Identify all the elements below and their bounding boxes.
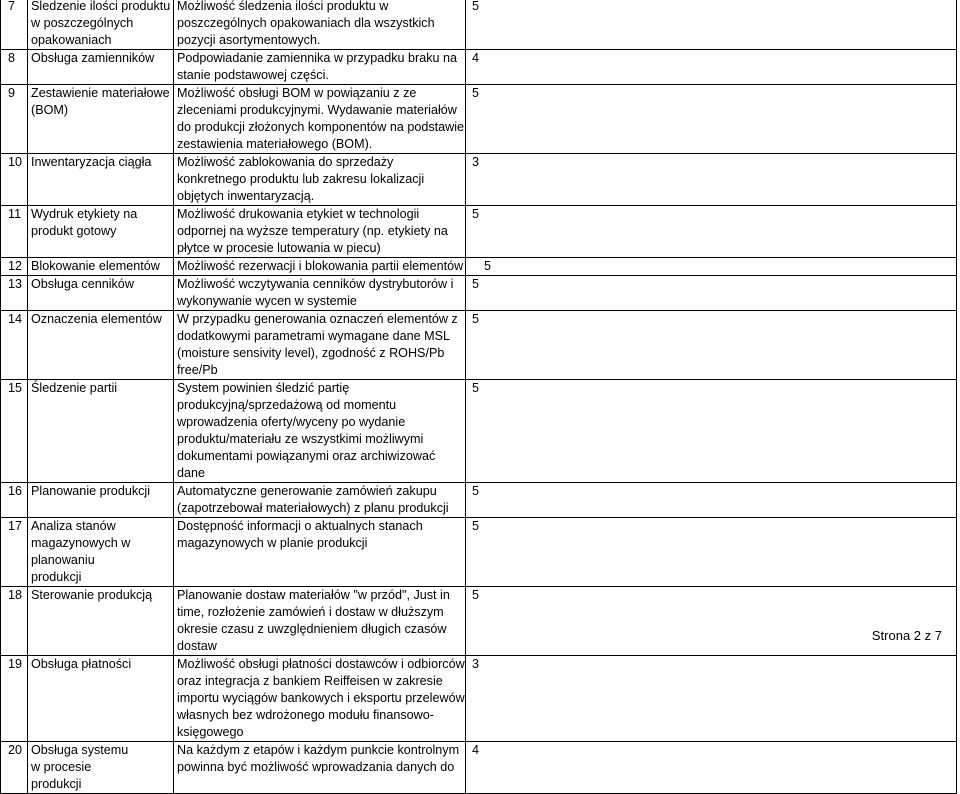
requirement-description: Możliwość drukowania etykiet w technologii odpornej na wyższe temperatury (np. etykiety na płytce w procesie lutowania w piecu) <box>174 206 466 258</box>
requirement-score: 5 <box>466 518 957 587</box>
requirement-name: Obsługa zamienników <box>28 50 174 85</box>
requirement-score: 5 <box>466 483 957 518</box>
table-row <box>1 154 957 206</box>
requirement-name: Obsługa płatności <box>28 656 174 742</box>
requirement-score: 5 <box>466 206 957 258</box>
requirement-score: 3 <box>466 154 957 206</box>
requirement-name: Śledzenie ilości produktu w poszczególnych opakowaniach <box>28 0 174 50</box>
requirement-score: 5 <box>466 0 957 50</box>
row-number: 19 <box>1 656 28 742</box>
requirement-description: Możliwość śledzenia ilości produktu w poszczególnych opakowaniach dla wszystkich pozycji asortymentowych. <box>174 0 466 50</box>
row-number: 7 <box>1 0 28 50</box>
table-row <box>1 483 957 518</box>
row-number: 12 <box>1 258 28 276</box>
requirement-score: 5 <box>466 276 957 311</box>
requirement-name: Planowanie produkcji <box>28 483 174 518</box>
requirement-description: Automatyczne generowanie zamówień zakupu (zapotrzebował materiałowych) z planu produkcji <box>174 483 466 518</box>
requirement-description: Planowanie dostaw materiałów "w przód", Just in time, rozłożenie zamówień i dostaw w dłuższym okresie czasu z uwzględnieniem długich czasów dostaw <box>174 587 466 656</box>
table-row <box>1 50 957 85</box>
row-number: 11 <box>1 206 28 258</box>
requirement-description: Możliwość rezerwacji i blokowania partii elementów <box>174 258 466 276</box>
requirement-score: 5 <box>466 85 957 154</box>
table-row <box>1 518 957 587</box>
requirement-name: Oznaczenia elementów <box>28 311 174 380</box>
requirement-score: 4 <box>466 50 957 85</box>
requirement-name: Wydruk etykiety na produkt gotowy <box>28 206 174 258</box>
requirement-score: 3 <box>466 656 957 742</box>
requirement-score: 5 <box>466 311 957 380</box>
table-row <box>1 742 957 794</box>
requirement-score: 5 <box>466 587 957 656</box>
row-number: 16 <box>1 483 28 518</box>
page-number: Strona 2 z 7 <box>871 628 942 643</box>
table-row <box>1 0 957 50</box>
requirement-description: Dostępność informacji o aktualnych stanach magazynowych w planie produkcji <box>174 518 466 587</box>
table-row <box>1 206 957 258</box>
requirement-description: Możliwość wczytywania cenników dystrybutorów i wykonywanie wycen w systemie <box>174 276 466 311</box>
requirement-description: W przypadku generowania oznaczeń elementów z dodatkowymi parametrami wymagane dane MSL (moisture sensivity level), zgodność z ROHS/Pb free/Pb <box>174 311 466 380</box>
row-number: 10 <box>1 154 28 206</box>
requirement-description: Możliwość obsługi płatności dostawców i odbiorców oraz integracja z bankiem Reiffeisen w zakresie importu wyciągów bankowych i eksportu przelewów własnych bez wdrożonego modułu finansowo-księgowego <box>174 656 466 742</box>
requirement-description: Możliwość zablokowania do sprzedaży konkretnego produktu lub zakresu lokalizacji objętych inwentaryzacją. <box>174 154 466 206</box>
table-row <box>1 85 957 154</box>
requirement-description: Podpowiadanie zamiennika w przypadku braku na stanie podstawowej części. <box>174 50 466 85</box>
requirement-name: Obsługa cenników <box>28 276 174 311</box>
table-row <box>1 656 957 742</box>
row-number: 8 <box>1 50 28 85</box>
requirement-name: Sterowanie produkcją <box>28 587 174 656</box>
requirement-name: Zestawienie materiałowe (BOM) <box>28 85 174 154</box>
row-number: 14 <box>1 311 28 380</box>
requirement-score: 5 <box>466 380 957 483</box>
row-number: 17 <box>1 518 28 587</box>
requirement-description: Możliwość obsługi BOM w powiązaniu z ze zleceniami produkcyjnymi. Wydawanie materiałów do produkcji złożonych komponentów na podstawie zestawienia materiałowego (BOM). <box>174 85 466 154</box>
row-number: 15 <box>1 380 28 483</box>
table-row <box>1 258 957 276</box>
requirement-score: 5 <box>466 258 957 276</box>
requirement-name: Śledzenie partii <box>28 380 174 483</box>
requirement-name: Analiza stanów magazynowych w planowaniu produkcji <box>28 518 174 587</box>
requirement-description: System powinien śledzić partię produkcyjną/sprzedażową od momentu wprowadzenia oferty/wyceny po wydanie produktu/materiału ze wszystkimi możliwymi dokumentami powiązanymi oraz archiwizować dane <box>174 380 466 483</box>
table-row <box>1 587 957 656</box>
row-number: 20 <box>1 742 28 794</box>
row-number: 13 <box>1 276 28 311</box>
requirement-score: 4 <box>466 742 957 794</box>
requirement-name: Blokowanie elementów <box>28 258 174 276</box>
requirement-name: Obsługa systemu w procesie produkcji <box>28 742 174 794</box>
requirement-name: Inwentaryzacja ciągła <box>28 154 174 206</box>
requirement-description: Na każdym z etapów i każdym punkcie kontrolnym powinna być możliwość wprowadzania danych do <box>174 742 466 794</box>
table-row <box>1 311 957 380</box>
table-row <box>1 276 957 311</box>
table-row <box>1 380 957 483</box>
row-number: 9 <box>1 85 28 154</box>
row-number: 18 <box>1 587 28 656</box>
